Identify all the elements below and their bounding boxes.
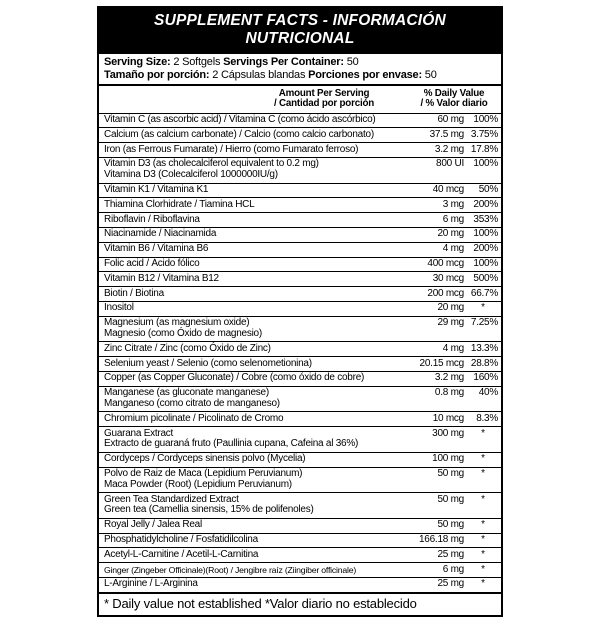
nutrient-name-line: Royal Jelly / Jalea Real <box>104 519 202 531</box>
column-headers <box>99 84 501 113</box>
nutrient-amount: 200 mcg <box>427 287 464 299</box>
nutrient-name-line: Vitamin B12 / Vitamina B12 <box>104 272 219 284</box>
nutrient-name <box>104 373 388 384</box>
nutrient-name-line: Zinc Citrate / Zinc (como Óxido de Zinc) <box>104 342 271 354</box>
nutrient-row <box>99 197 501 212</box>
nutrient-name <box>104 159 388 181</box>
nutrient-row <box>99 142 501 157</box>
nutrient-name-line: Vitamin C (as ascorbic acid) / Vitamina C (como ácido ascórbico) <box>104 114 376 126</box>
nutrient-amount: 25 mg <box>437 578 464 590</box>
nutrient-name-line: Green Tea Standardized Extract <box>104 493 239 505</box>
nutrient-daily-value: 17.8% <box>470 143 498 155</box>
nutrient-row <box>99 577 501 592</box>
nutrient-daily-value: * <box>481 563 485 575</box>
nutrient-amount: 100 mg <box>432 453 464 465</box>
nutrient-name <box>104 115 388 126</box>
nutrient-row <box>99 386 501 412</box>
nutrient-name <box>104 274 388 285</box>
nutrient-name <box>104 244 388 255</box>
serving-label: Servings Per Container: <box>223 56 344 68</box>
nutrient-amount: 10 mcg <box>432 412 464 424</box>
nutrient-name <box>104 289 388 300</box>
nutrient-amount: 3.2 mg <box>434 372 464 384</box>
amount-header-line1: Amount Per Serving <box>278 87 370 99</box>
nutrient-name-line: L-Arginine / L-Arginina <box>104 578 198 590</box>
nutrient-amount: 20 mg <box>437 302 464 314</box>
nutrient-row <box>99 183 501 198</box>
nutrient-amount: 4 mg <box>442 243 464 255</box>
nutrient-row <box>99 533 501 548</box>
nutrient-daily-value: * <box>481 519 485 531</box>
nutrient-daily-value: 3.75% <box>470 128 498 140</box>
nutrient-name <box>104 359 388 370</box>
nutrient-name-line: Folic acid / Ácido fólico <box>104 258 200 270</box>
nutrient-name <box>104 565 388 576</box>
nutrient-row <box>99 547 501 562</box>
nutrient-name-line: Riboflavin / Riboflavina <box>104 213 200 225</box>
nutrient-name-line: Magnesium (as magnesium oxide) <box>104 317 250 329</box>
nutrient-amount: 3.2 mg <box>434 143 464 155</box>
daily-value-header-line2: / % Valor diario <box>420 98 488 110</box>
nutrient-amount: 37.5 mg <box>429 128 464 140</box>
nutrient-row <box>99 157 501 183</box>
nutrient-name-line: Chromium picolinate / Picolinato de Cromo <box>104 412 284 424</box>
nutrient-name <box>104 535 388 546</box>
nutrient-rows <box>99 113 501 592</box>
nutrient-name <box>104 429 388 451</box>
serving-value: 2 Cápsulas blandas <box>209 68 309 81</box>
nutrient-daily-value: * <box>481 453 485 465</box>
nutrient-amount: 20.15 mcg <box>419 357 464 369</box>
nutrient-name <box>104 145 388 156</box>
nutrient-row <box>99 316 501 342</box>
serving-label: Tamaño por porción: <box>104 68 210 81</box>
nutrient-daily-value: * <box>481 534 485 545</box>
nutrient-name-line: Polvo de Raiz de Maca (Lepidium Peruvianum) <box>104 468 303 480</box>
serving-info <box>99 52 501 84</box>
nutrient-amount: 20 mg <box>437 228 464 240</box>
nutrient-daily-value: 100% <box>473 158 498 170</box>
nutrient-amount: 800 UI <box>436 158 464 170</box>
nutrient-amount: 400 mcg <box>427 258 464 270</box>
nutrient-name-line: Vitamin D3 (as cholecalciferol equivalent to 0.2 mg) <box>104 158 319 170</box>
nutrient-daily-value: 100% <box>473 258 498 270</box>
serving-line-english <box>104 56 497 69</box>
nutrient-amount: 50 mg <box>437 493 464 505</box>
nutrient-row <box>99 301 501 316</box>
nutrient-name-line: Acetyl-L-Carnitine / Acetil-L-Carnitina <box>104 548 259 560</box>
nutrient-amount: 40 mcg <box>432 184 464 196</box>
nutrient-row <box>99 257 501 272</box>
nutrient-name-line: Vitamin B6 / Vitamina B6 <box>104 243 209 255</box>
nutrient-row <box>99 492 501 518</box>
nutrient-name-line: Niacinamide / Niacinamida <box>104 228 217 240</box>
nutrient-row <box>99 426 501 452</box>
nutrient-name <box>104 185 388 196</box>
amount-header-line2: / Cantidad por porción <box>273 98 375 110</box>
nutrient-row <box>99 271 501 286</box>
nutrient-daily-value: 28.8% <box>470 357 498 369</box>
nutrient-name-line: Green tea (Camellia sinensis, 15% de polifenoles) <box>104 504 314 516</box>
nutrient-row <box>99 242 501 257</box>
nutrient-amount: 6 mg <box>442 213 464 225</box>
nutrient-name <box>104 344 388 355</box>
nutrient-name-line: Manganeso (como citrato de manganeso) <box>104 398 280 410</box>
nutrient-name-line: Iron (as Ferrous Fumarate) / Hierro (como Fumarato ferroso) <box>104 143 359 155</box>
nutrient-name-line: Thiamina Clorhidrate / Tiamina HCL <box>104 198 255 210</box>
supplement-facts-label <box>97 6 503 617</box>
serving-value: 50 <box>343 56 359 68</box>
nutrient-daily-value: * <box>481 427 485 439</box>
nutrient-row <box>99 356 501 371</box>
nutrient-amount: 50 mg <box>437 468 464 480</box>
nutrient-amount: 25 mg <box>437 548 464 560</box>
nutrient-amount: 29 mg <box>437 317 464 329</box>
nutrient-row <box>99 227 501 242</box>
nutrient-daily-value: 8.3% <box>476 412 498 424</box>
serving-value: 50 <box>421 68 437 81</box>
nutrient-daily-value: 7.25% <box>470 317 498 329</box>
serving-label: Serving Size: <box>104 56 171 68</box>
nutrient-name <box>104 388 388 410</box>
nutrient-row <box>99 562 501 577</box>
nutrient-amount: 0.8 mg <box>434 387 464 399</box>
nutrient-daily-value: 353% <box>473 213 498 225</box>
nutrient-amount: 60 mg <box>437 114 464 126</box>
nutrient-row <box>99 286 501 301</box>
nutrient-amount: 6 mg <box>442 563 464 575</box>
nutrient-daily-value: * <box>481 548 485 560</box>
daily-value-header <box>408 89 500 111</box>
label-title: SUPPLEMENT FACTS - INFORMACIÓN NUTRICIONAL <box>99 8 501 52</box>
nutrient-name-line: Cordyceps / Cordyceps sinensis polvo (Mycelia) <box>104 453 306 465</box>
nutrient-daily-value: 13.3% <box>470 342 498 354</box>
nutrient-name <box>104 469 388 491</box>
serving-line-spanish <box>104 69 497 82</box>
nutrient-name-line: Magnesio (como Óxido de magnesio) <box>104 328 262 340</box>
nutrient-amount: 50 mg <box>437 519 464 531</box>
nutrient-row <box>99 113 501 128</box>
nutrient-amount: 3 mg <box>442 198 464 210</box>
nutrient-row <box>99 452 501 467</box>
nutrient-amount: 30 mcg <box>432 272 464 284</box>
footnote: * Daily value not established *Valor diario no establecido <box>99 592 501 616</box>
nutrient-amount: 300 mg <box>432 427 464 439</box>
nutrient-name <box>104 318 388 340</box>
nutrient-name <box>104 215 388 226</box>
nutrient-row <box>99 467 501 493</box>
serving-value: 2 Softgels <box>170 56 224 68</box>
nutrient-name <box>104 454 388 465</box>
nutrient-name-line: Selenium yeast / Selenio (como selenometionina) <box>104 357 312 369</box>
nutrient-daily-value: * <box>481 493 485 505</box>
nutrient-daily-value: 200% <box>473 243 498 255</box>
nutrient-daily-value: 100% <box>473 228 498 240</box>
nutrient-daily-value: 200% <box>473 198 498 210</box>
nutrient-name-line: Biotin / Biotina <box>104 287 164 299</box>
nutrient-name-line: Maca Powder (Root) (Lepidium Peruvianum) <box>104 478 292 490</box>
nutrient-name-line: Vitamina D3 (Colecalciferol 1000000IU/g) <box>104 169 278 181</box>
nutrient-name-line: Guarana Extract <box>104 427 174 439</box>
nutrient-name <box>104 259 388 270</box>
nutrient-daily-value: 100% <box>473 114 498 126</box>
nutrient-row <box>99 518 501 533</box>
nutrient-name-line: Vitamin K1 / Vitamina K1 <box>104 184 209 196</box>
daily-value-header-line1: % Daily Value <box>423 87 485 99</box>
nutrient-name <box>104 414 388 425</box>
nutrient-row <box>99 371 501 386</box>
nutrient-daily-value: 500% <box>473 272 498 284</box>
nutrient-name <box>104 130 388 141</box>
nutrient-daily-value: * <box>481 302 485 314</box>
nutrient-row <box>99 212 501 227</box>
nutrient-name-line: Calcium (as calcium carbonate) / Calcio (como calcio carbonato) <box>104 128 374 140</box>
nutrient-name <box>104 495 388 517</box>
nutrient-name <box>104 200 388 211</box>
nutrient-name-line: Inositol <box>104 302 134 314</box>
nutrient-daily-value: * <box>481 468 485 480</box>
nutrient-row <box>99 411 501 426</box>
nutrient-name-line: Phosphatidylcholine / Fosfatidilcolina <box>104 534 258 545</box>
nutrient-daily-value: 50% <box>478 184 498 196</box>
nutrient-daily-value: * <box>481 578 485 590</box>
nutrient-amount: 166.18 mg <box>418 534 464 545</box>
nutrient-daily-value: 40% <box>478 387 498 399</box>
serving-label: Porciones por envase: <box>308 68 422 81</box>
nutrient-name-line: Ginger (Zingeber Officinale)(Root) / Jengibre raíz (Ziingiber officinale) <box>104 564 357 575</box>
amount-per-serving-header <box>240 89 408 111</box>
nutrient-row <box>99 127 501 142</box>
nutrient-name-line: Copper (as Copper Gluconate) / Cobre (como óxido de cobre) <box>104 372 365 384</box>
nutrient-name <box>104 550 388 561</box>
nutrient-daily-value: 160% <box>473 372 498 384</box>
nutrient-name-line: Manganese (as gluconate manganese) <box>104 387 269 399</box>
nutrient-name <box>104 579 388 590</box>
nutrient-daily-value: 66.7% <box>470 287 498 299</box>
nutrient-row <box>99 341 501 356</box>
nutrient-name <box>104 229 388 240</box>
nutrient-name-line: Extracto de guaraná fruto (Paullinia cupana, Cafeina al 36%) <box>104 438 359 450</box>
nutrient-name <box>104 303 388 314</box>
nutrient-name <box>104 520 388 531</box>
nutrient-amount: 4 mg <box>442 342 464 354</box>
